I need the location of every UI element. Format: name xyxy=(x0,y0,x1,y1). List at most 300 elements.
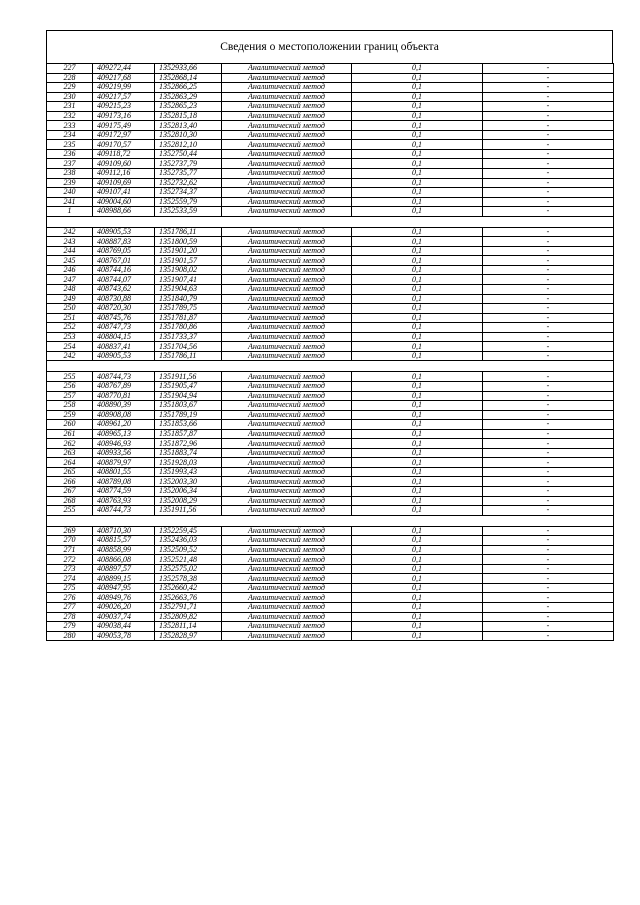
table-row xyxy=(47,351,614,361)
boundary-table-sheet xyxy=(46,30,613,641)
accuracy-cell: 0,1 xyxy=(352,439,483,449)
table-row xyxy=(47,332,614,342)
method-cell: Аналитический метод xyxy=(222,439,352,449)
coord-y-cell: 1351928,03 xyxy=(155,458,222,468)
table-row xyxy=(47,227,614,237)
description-cell: - xyxy=(483,140,614,150)
accuracy-cell: 0,1 xyxy=(352,227,483,237)
method-cell: Аналитический метод xyxy=(222,92,352,102)
point-number-cell: 250 xyxy=(47,304,93,314)
coord-x-cell: 409026,20 xyxy=(93,602,155,612)
accuracy-cell: 0,1 xyxy=(352,246,483,256)
coord-y-cell: 1352663,76 xyxy=(155,593,222,603)
coord-x-cell: 408965,13 xyxy=(93,429,155,439)
coordinates-table-body xyxy=(47,64,614,641)
method-cell: Аналитический метод xyxy=(222,323,352,333)
description-cell: - xyxy=(483,246,614,256)
description-cell: - xyxy=(483,227,614,237)
description-cell: - xyxy=(483,332,614,342)
separator-cell xyxy=(222,515,352,526)
method-cell: Аналитический метод xyxy=(222,612,352,622)
table-row xyxy=(47,458,614,468)
point-number-cell: 247 xyxy=(47,275,93,285)
description-cell: - xyxy=(483,304,614,314)
method-cell: Аналитический метод xyxy=(222,64,352,74)
method-cell: Аналитический метод xyxy=(222,332,352,342)
table-row xyxy=(47,602,614,612)
coord-x-cell: 409038,44 xyxy=(93,622,155,632)
coord-y-cell: 1351901,57 xyxy=(155,256,222,266)
table-row xyxy=(47,64,614,74)
description-cell: - xyxy=(483,593,614,603)
coord-y-cell: 1351840,79 xyxy=(155,294,222,304)
method-cell: Аналитический метод xyxy=(222,130,352,140)
method-cell: Аналитический метод xyxy=(222,207,352,217)
coord-y-cell: 1351786,11 xyxy=(155,227,222,237)
coord-x-cell: 408767,01 xyxy=(93,256,155,266)
point-number-cell: 252 xyxy=(47,323,93,333)
accuracy-cell: 0,1 xyxy=(352,149,483,159)
method-cell: Аналитический метод xyxy=(222,304,352,314)
table-row xyxy=(47,486,614,496)
accuracy-cell: 0,1 xyxy=(352,410,483,420)
point-number-cell: 265 xyxy=(47,467,93,477)
coord-x-cell: 408897,57 xyxy=(93,564,155,574)
table-row xyxy=(47,83,614,93)
point-number-cell: 260 xyxy=(47,420,93,430)
point-number-cell: 259 xyxy=(47,410,93,420)
coord-y-cell: 1352436,03 xyxy=(155,536,222,546)
method-cell: Аналитический метод xyxy=(222,246,352,256)
coord-y-cell: 1352866,25 xyxy=(155,83,222,93)
accuracy-cell: 0,1 xyxy=(352,372,483,382)
point-number-cell: 233 xyxy=(47,121,93,131)
accuracy-cell: 0,1 xyxy=(352,342,483,352)
table-row xyxy=(47,111,614,121)
description-cell: - xyxy=(483,256,614,266)
coord-x-cell: 408858,99 xyxy=(93,545,155,555)
coord-y-cell: 1351911,56 xyxy=(155,506,222,516)
accuracy-cell: 0,1 xyxy=(352,420,483,430)
coord-x-cell: 408837,41 xyxy=(93,342,155,352)
coord-x-cell: 409272,44 xyxy=(93,64,155,74)
method-cell: Аналитический метод xyxy=(222,410,352,420)
table-row xyxy=(47,574,614,584)
coord-x-cell: 408815,57 xyxy=(93,536,155,546)
point-number-cell: 1 xyxy=(47,207,93,217)
description-cell: - xyxy=(483,149,614,159)
table-row xyxy=(47,401,614,411)
coord-x-cell: 408933,56 xyxy=(93,448,155,458)
table-row xyxy=(47,381,614,391)
coord-y-cell: 1352815,18 xyxy=(155,111,222,121)
method-cell: Аналитический метод xyxy=(222,149,352,159)
method-cell: Аналитический метод xyxy=(222,351,352,361)
coord-x-cell: 409118,72 xyxy=(93,149,155,159)
point-number-cell: 231 xyxy=(47,102,93,112)
coord-x-cell: 408905,53 xyxy=(93,227,155,237)
separator-cell xyxy=(352,216,483,227)
table-row xyxy=(47,130,614,140)
description-cell: - xyxy=(483,351,614,361)
coord-x-cell: 408744,07 xyxy=(93,275,155,285)
coord-x-cell: 408946,93 xyxy=(93,439,155,449)
table-row xyxy=(47,102,614,112)
table-row xyxy=(47,564,614,574)
method-cell: Аналитический метод xyxy=(222,111,352,121)
method-cell: Аналитический метод xyxy=(222,178,352,188)
accuracy-cell: 0,1 xyxy=(352,458,483,468)
coord-y-cell: 1352259,45 xyxy=(155,526,222,536)
point-number-cell: 243 xyxy=(47,237,93,247)
method-cell: Аналитический метод xyxy=(222,429,352,439)
coord-x-cell: 409215,23 xyxy=(93,102,155,112)
table-row xyxy=(47,73,614,83)
description-cell: - xyxy=(483,574,614,584)
point-number-cell: 274 xyxy=(47,574,93,584)
description-cell: - xyxy=(483,448,614,458)
coord-y-cell: 1351803,67 xyxy=(155,401,222,411)
point-number-cell: 278 xyxy=(47,612,93,622)
method-cell: Аналитический метод xyxy=(222,564,352,574)
description-cell: - xyxy=(483,631,614,641)
separator-cell xyxy=(483,361,614,372)
description-cell: - xyxy=(483,294,614,304)
point-number-cell: 238 xyxy=(47,169,93,179)
description-cell: - xyxy=(483,83,614,93)
description-cell: - xyxy=(483,506,614,516)
accuracy-cell: 0,1 xyxy=(352,121,483,131)
coord-x-cell: 408744,73 xyxy=(93,372,155,382)
coord-x-cell: 408769,05 xyxy=(93,246,155,256)
accuracy-cell: 0,1 xyxy=(352,555,483,565)
coord-x-cell: 409112,16 xyxy=(93,169,155,179)
coord-y-cell: 1351911,56 xyxy=(155,372,222,382)
coord-y-cell: 1351907,41 xyxy=(155,275,222,285)
table-row xyxy=(47,545,614,555)
coord-y-cell: 1352735,77 xyxy=(155,169,222,179)
description-cell: - xyxy=(483,130,614,140)
coord-x-cell: 408879,97 xyxy=(93,458,155,468)
accuracy-cell: 0,1 xyxy=(352,140,483,150)
accuracy-cell: 0,1 xyxy=(352,564,483,574)
separator-cell xyxy=(93,361,155,372)
table-row xyxy=(47,420,614,430)
description-cell: - xyxy=(483,159,614,169)
method-cell: Аналитический метод xyxy=(222,526,352,536)
table-row xyxy=(47,622,614,632)
coord-x-cell: 408767,89 xyxy=(93,381,155,391)
description-cell: - xyxy=(483,420,614,430)
coord-y-cell: 1351780,86 xyxy=(155,323,222,333)
coord-y-cell: 1351853,66 xyxy=(155,420,222,430)
table-row xyxy=(47,555,614,565)
coord-x-cell: 409037,74 xyxy=(93,612,155,622)
coord-y-cell: 1352810,30 xyxy=(155,130,222,140)
method-cell: Аналитический метод xyxy=(222,237,352,247)
table-row xyxy=(47,439,614,449)
separator-cell xyxy=(352,515,483,526)
table-row xyxy=(47,140,614,150)
method-cell: Аналитический метод xyxy=(222,342,352,352)
table-row xyxy=(47,159,614,169)
description-cell: - xyxy=(483,467,614,477)
description-cell: - xyxy=(483,486,614,496)
coord-y-cell: 1351872,96 xyxy=(155,439,222,449)
table-row xyxy=(47,391,614,401)
coord-y-cell: 1352809,82 xyxy=(155,612,222,622)
coord-x-cell: 408789,08 xyxy=(93,477,155,487)
point-number-cell: 228 xyxy=(47,73,93,83)
description-cell: - xyxy=(483,458,614,468)
method-cell: Аналитический метод xyxy=(222,372,352,382)
description-cell: - xyxy=(483,313,614,323)
description-cell: - xyxy=(483,207,614,217)
coord-y-cell: 1351857,87 xyxy=(155,429,222,439)
coord-y-cell: 1352533,59 xyxy=(155,207,222,217)
coord-x-cell: 408890,39 xyxy=(93,401,155,411)
table-row xyxy=(47,372,614,382)
accuracy-cell: 0,1 xyxy=(352,448,483,458)
table-row xyxy=(47,506,614,516)
separator-cell xyxy=(47,361,93,372)
point-number-cell: 245 xyxy=(47,256,93,266)
method-cell: Аналитический метод xyxy=(222,83,352,93)
method-cell: Аналитический метод xyxy=(222,477,352,487)
accuracy-cell: 0,1 xyxy=(352,130,483,140)
accuracy-cell: 0,1 xyxy=(352,237,483,247)
point-number-cell: 271 xyxy=(47,545,93,555)
accuracy-cell: 0,1 xyxy=(352,111,483,121)
coord-y-cell: 1351781,87 xyxy=(155,313,222,323)
accuracy-cell: 0,1 xyxy=(352,583,483,593)
coord-y-cell: 1352003,30 xyxy=(155,477,222,487)
accuracy-cell: 0,1 xyxy=(352,313,483,323)
table-row xyxy=(47,246,614,256)
point-number-cell: 227 xyxy=(47,64,93,74)
table-row xyxy=(47,429,614,439)
accuracy-cell: 0,1 xyxy=(352,332,483,342)
method-cell: Аналитический метод xyxy=(222,506,352,516)
coord-y-cell: 1352008,29 xyxy=(155,496,222,506)
coord-x-cell: 408887,83 xyxy=(93,237,155,247)
coord-y-cell: 1351908,02 xyxy=(155,265,222,275)
coord-x-cell: 409053,78 xyxy=(93,631,155,641)
description-cell: - xyxy=(483,121,614,131)
accuracy-cell: 0,1 xyxy=(352,526,483,536)
coord-x-cell: 408720,30 xyxy=(93,304,155,314)
coord-x-cell: 408905,53 xyxy=(93,351,155,361)
accuracy-cell: 0,1 xyxy=(352,602,483,612)
method-cell: Аналитический метод xyxy=(222,227,352,237)
coord-y-cell: 1352737,79 xyxy=(155,159,222,169)
method-cell: Аналитический метод xyxy=(222,197,352,207)
coord-y-cell: 1352521,48 xyxy=(155,555,222,565)
method-cell: Аналитический метод xyxy=(222,140,352,150)
point-number-cell: 246 xyxy=(47,265,93,275)
description-cell: - xyxy=(483,526,614,536)
table-row xyxy=(47,467,614,477)
description-cell: - xyxy=(483,439,614,449)
coord-y-cell: 1351905,47 xyxy=(155,381,222,391)
point-number-cell: 276 xyxy=(47,593,93,603)
method-cell: Аналитический метод xyxy=(222,313,352,323)
point-number-cell: 253 xyxy=(47,332,93,342)
coord-x-cell: 409175,49 xyxy=(93,121,155,131)
description-cell: - xyxy=(483,555,614,565)
coord-x-cell: 408774,59 xyxy=(93,486,155,496)
point-number-cell: 258 xyxy=(47,401,93,411)
description-cell: - xyxy=(483,429,614,439)
accuracy-cell: 0,1 xyxy=(352,506,483,516)
accuracy-cell: 0,1 xyxy=(352,294,483,304)
coord-x-cell: 409004,60 xyxy=(93,197,155,207)
point-number-cell: 263 xyxy=(47,448,93,458)
table-row xyxy=(47,410,614,420)
point-number-cell: 273 xyxy=(47,564,93,574)
table-row xyxy=(47,612,614,622)
accuracy-cell: 0,1 xyxy=(352,351,483,361)
description-cell: - xyxy=(483,197,614,207)
method-cell: Аналитический метод xyxy=(222,458,352,468)
coord-y-cell: 1351800,59 xyxy=(155,237,222,247)
group-separator-row xyxy=(47,515,614,526)
method-cell: Аналитический метод xyxy=(222,622,352,632)
coord-x-cell: 408730,88 xyxy=(93,294,155,304)
coord-y-cell: 1352865,23 xyxy=(155,102,222,112)
description-cell: - xyxy=(483,92,614,102)
accuracy-cell: 0,1 xyxy=(352,207,483,217)
accuracy-cell: 0,1 xyxy=(352,622,483,632)
coord-y-cell: 1352750,44 xyxy=(155,149,222,159)
accuracy-cell: 0,1 xyxy=(352,275,483,285)
description-cell: - xyxy=(483,477,614,487)
coord-y-cell: 1351704,56 xyxy=(155,342,222,352)
description-cell: - xyxy=(483,564,614,574)
accuracy-cell: 0,1 xyxy=(352,612,483,622)
description-cell: - xyxy=(483,188,614,198)
method-cell: Аналитический метод xyxy=(222,121,352,131)
separator-cell xyxy=(155,216,222,227)
separator-cell xyxy=(93,515,155,526)
table-row xyxy=(47,583,614,593)
table-row xyxy=(47,149,614,159)
point-number-cell: 236 xyxy=(47,149,93,159)
description-cell: - xyxy=(483,237,614,247)
coord-y-cell: 1351789,19 xyxy=(155,410,222,420)
separator-cell xyxy=(155,515,222,526)
coord-y-cell: 1352812,10 xyxy=(155,140,222,150)
coord-y-cell: 1352933,66 xyxy=(155,64,222,74)
coord-y-cell: 1351883,74 xyxy=(155,448,222,458)
description-cell: - xyxy=(483,178,614,188)
coord-y-cell: 1352578,38 xyxy=(155,574,222,584)
coord-x-cell: 409217,57 xyxy=(93,92,155,102)
description-cell: - xyxy=(483,583,614,593)
description-cell: - xyxy=(483,391,614,401)
separator-cell xyxy=(483,515,614,526)
coord-x-cell: 408961,20 xyxy=(93,420,155,430)
description-cell: - xyxy=(483,285,614,295)
description-cell: - xyxy=(483,622,614,632)
coord-x-cell: 409172,97 xyxy=(93,130,155,140)
point-number-cell: 240 xyxy=(47,188,93,198)
accuracy-cell: 0,1 xyxy=(352,102,483,112)
coord-y-cell: 1352660,42 xyxy=(155,583,222,593)
table-row xyxy=(47,92,614,102)
description-cell: - xyxy=(483,602,614,612)
accuracy-cell: 0,1 xyxy=(352,593,483,603)
coordinates-table xyxy=(46,63,614,641)
point-number-cell: 242 xyxy=(47,351,93,361)
coord-x-cell: 408804,15 xyxy=(93,332,155,342)
coord-y-cell: 1351904,94 xyxy=(155,391,222,401)
method-cell: Аналитический метод xyxy=(222,159,352,169)
method-cell: Аналитический метод xyxy=(222,188,352,198)
coord-x-cell: 409173,16 xyxy=(93,111,155,121)
description-cell: - xyxy=(483,372,614,382)
coord-y-cell: 1352811,14 xyxy=(155,622,222,632)
method-cell: Аналитический метод xyxy=(222,467,352,477)
coord-y-cell: 1352813,40 xyxy=(155,121,222,131)
method-cell: Аналитический метод xyxy=(222,256,352,266)
description-cell: - xyxy=(483,342,614,352)
method-cell: Аналитический метод xyxy=(222,631,352,641)
table-row xyxy=(47,169,614,179)
coord-x-cell: 408744,73 xyxy=(93,506,155,516)
point-number-cell: 237 xyxy=(47,159,93,169)
coord-y-cell: 1351901,20 xyxy=(155,246,222,256)
method-cell: Аналитический метод xyxy=(222,401,352,411)
coord-x-cell: 409170,57 xyxy=(93,140,155,150)
accuracy-cell: 0,1 xyxy=(352,631,483,641)
method-cell: Аналитический метод xyxy=(222,285,352,295)
accuracy-cell: 0,1 xyxy=(352,304,483,314)
point-number-cell: 255 xyxy=(47,372,93,382)
table-row xyxy=(47,237,614,247)
coord-x-cell: 409107,41 xyxy=(93,188,155,198)
table-row xyxy=(47,265,614,275)
separator-cell xyxy=(222,361,352,372)
table-row xyxy=(47,207,614,217)
table-row xyxy=(47,285,614,295)
accuracy-cell: 0,1 xyxy=(352,401,483,411)
coord-y-cell: 1352509,52 xyxy=(155,545,222,555)
table-row xyxy=(47,342,614,352)
method-cell: Аналитический метод xyxy=(222,545,352,555)
table-row xyxy=(47,477,614,487)
method-cell: Аналитический метод xyxy=(222,102,352,112)
separator-cell xyxy=(483,216,614,227)
coord-x-cell: 408801,55 xyxy=(93,467,155,477)
description-cell: - xyxy=(483,64,614,74)
coord-x-cell: 408743,62 xyxy=(93,285,155,295)
table-row xyxy=(47,197,614,207)
coord-y-cell: 1351904,63 xyxy=(155,285,222,295)
method-cell: Аналитический метод xyxy=(222,265,352,275)
point-number-cell: 249 xyxy=(47,294,93,304)
table-row xyxy=(47,593,614,603)
point-number-cell: 235 xyxy=(47,140,93,150)
table-row xyxy=(47,496,614,506)
accuracy-cell: 0,1 xyxy=(352,536,483,546)
point-number-cell: 279 xyxy=(47,622,93,632)
method-cell: Аналитический метод xyxy=(222,169,352,179)
accuracy-cell: 0,1 xyxy=(352,391,483,401)
method-cell: Аналитический метод xyxy=(222,574,352,584)
table-row xyxy=(47,121,614,131)
description-cell: - xyxy=(483,169,614,179)
